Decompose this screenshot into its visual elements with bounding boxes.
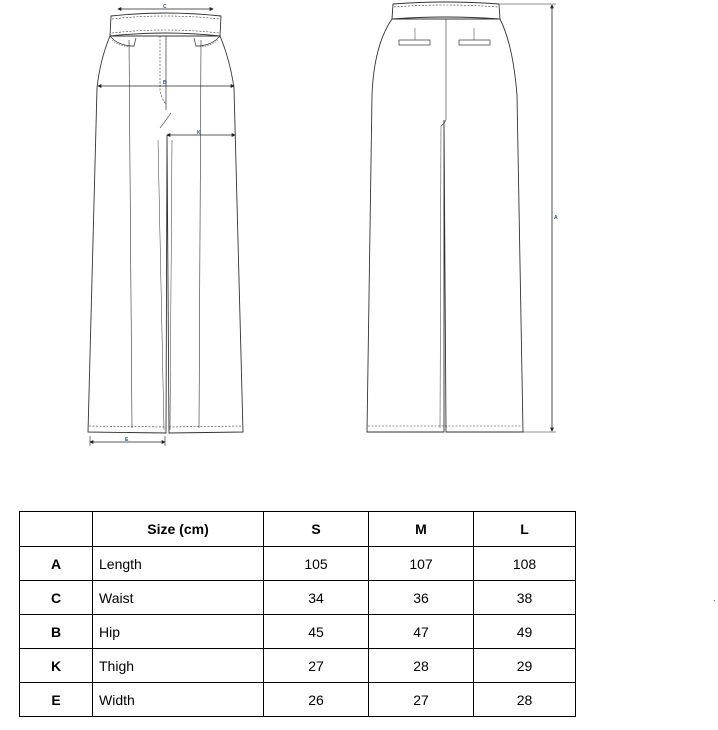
table-header-row [20, 512, 576, 547]
value-l: 108 [474, 547, 576, 581]
header-size-label: Size (cm) [93, 512, 264, 547]
label-length: A [554, 215, 558, 221]
header-size-m: M [369, 512, 474, 547]
value-s: 34 [264, 581, 369, 615]
front-view-pants [88, 13, 243, 433]
table-row [20, 615, 576, 649]
value-m: 47 [369, 615, 474, 649]
size-chart-table [19, 511, 576, 717]
stray-dot [714, 600, 715, 601]
value-s: 105 [264, 547, 369, 581]
value-m: 36 [369, 581, 474, 615]
row-name: Waist [93, 581, 264, 615]
value-m: 27 [369, 683, 474, 717]
label-hip: B [163, 80, 167, 86]
row-code: E [20, 683, 93, 717]
value-l: 29 [474, 649, 576, 683]
label-thigh: K [197, 130, 201, 136]
row-code: A [20, 547, 93, 581]
value-l: 49 [474, 615, 576, 649]
label-width: E [125, 437, 129, 443]
row-code: C [20, 581, 93, 615]
header-size-l: L [474, 512, 576, 547]
table-row [20, 683, 576, 717]
value-s: 26 [264, 683, 369, 717]
value-l: 28 [474, 683, 576, 717]
row-name: Thigh [93, 649, 264, 683]
row-name: Width [93, 683, 264, 717]
table-row [20, 649, 576, 683]
row-code: K [20, 649, 93, 683]
header-size-s: S [264, 512, 369, 547]
row-code: B [20, 615, 93, 649]
table-row [20, 547, 576, 581]
value-m: 107 [369, 547, 474, 581]
back-view-pants [367, 2, 523, 432]
row-name: Hip [93, 615, 264, 649]
value-l: 38 [474, 581, 576, 615]
value-m: 28 [369, 649, 474, 683]
table-row [20, 581, 576, 615]
row-name: Length [93, 547, 264, 581]
value-s: 27 [264, 649, 369, 683]
value-s: 45 [264, 615, 369, 649]
label-waist: C [163, 4, 167, 10]
header-corner [20, 512, 93, 547]
